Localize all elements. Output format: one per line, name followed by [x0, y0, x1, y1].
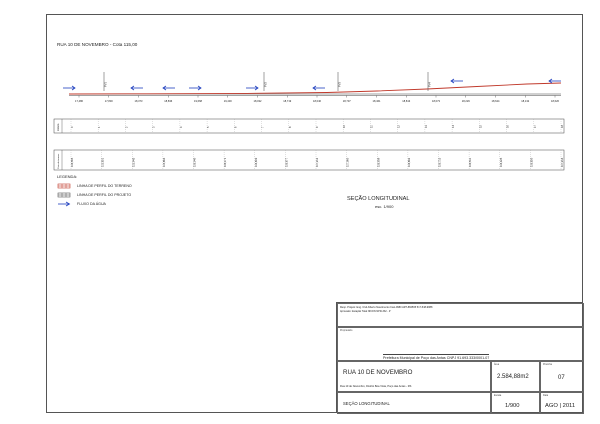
station-label: 18,626 [551, 100, 559, 103]
street-header: RUA 10 DE NOVEMBRO - Cota 115,00 [57, 42, 138, 47]
station-label: 18,229 [461, 100, 470, 103]
legend-label-project: LINHA DE PERFIL DO PROJETO [77, 193, 132, 197]
row-a-value: 18 [561, 125, 564, 128]
row-a-value: 15 [479, 125, 483, 128]
row-a-value: 14 [452, 125, 456, 128]
pv-label: PV1 [104, 82, 108, 87]
legend-item-terrain [57, 183, 132, 189]
row-a-value: 16 [506, 125, 510, 128]
legend-item-flow [57, 201, 106, 207]
section-scale: esc. 1/900 [375, 204, 394, 209]
row-a-value: 5 [207, 126, 211, 128]
row-b-value: 115,821 [101, 157, 105, 167]
row-b-value: 117,060 [346, 157, 350, 167]
row-b-value: 116,715 [438, 157, 442, 167]
station-label: 19,668 [194, 100, 202, 103]
pv-label: PV2 [264, 82, 268, 87]
sheet-number-label: Prancha [543, 363, 552, 366]
row-b-value: 116,171 [224, 157, 228, 167]
station-label: 18,073 [432, 100, 440, 103]
station-label: 17,486 [75, 100, 83, 103]
legend-title: LEGENDA: [57, 174, 78, 179]
water-flow-arrow-icon [451, 79, 463, 83]
row-a-value: 7 [261, 126, 265, 128]
station-label: 18,461 [372, 100, 381, 103]
pv-label: PV4 [428, 82, 432, 87]
row-a-value: 17 [533, 125, 537, 128]
responsible-line-1: Resp. Projeto: Eng. Civil Alberto Nascimento Cavi-9980 ART-884565 517-548-9888 [340, 306, 433, 309]
row-b-value: 116,040 [193, 157, 197, 167]
row-b-frame [54, 150, 564, 170]
owner-label: Proprietário [340, 329, 353, 332]
row-a-value: 3 [152, 126, 156, 128]
drawing-name-cell [337, 392, 491, 414]
station-label: 17,830 [104, 100, 113, 103]
water-flow-arrow-icon [163, 86, 175, 90]
row-b-value: 116,939 [377, 157, 381, 167]
water-flow-arrow-icon [313, 86, 325, 90]
row-a-value: 13 [424, 125, 428, 128]
row-b-value: 116,325 [499, 157, 503, 167]
address-text: Rua 10 de Novembro, Distrito Boa Vista, Poço das Antas - RS [340, 385, 412, 388]
row-b-label: Cota do terreno [58, 153, 60, 169]
water-flow-arrow-icon [549, 79, 561, 83]
title-block [336, 302, 583, 413]
station-label: 18,046 [313, 100, 321, 103]
station-label: 18,836 [164, 100, 173, 103]
scale-cell [491, 392, 540, 414]
pv-label: PV3 [338, 82, 342, 87]
row-b-value: 116,677 [285, 157, 289, 167]
row-b-value: 115,945 [132, 157, 136, 167]
row-a-label: Estaca [57, 123, 60, 131]
station-label: 18,737 [342, 100, 351, 103]
responsible-line-2: Aprovado: Estação Total NIKON NPR-332 - 4" [340, 310, 392, 313]
project-profile-icon [57, 192, 71, 198]
street-cell [337, 361, 491, 392]
section-title: SEÇÃO LONGITUDINAL [347, 196, 410, 202]
row-b-value: 116,565 [71, 157, 74, 167]
row-a-value: 6 [234, 126, 238, 128]
row-a-value: 1 [98, 126, 102, 128]
row-a-frame [54, 119, 564, 133]
station-label: 18,373 [134, 100, 143, 103]
row-a-value: 11 [370, 125, 374, 128]
row-b-value: 116,892 [407, 157, 411, 167]
station-label: 18,132 [521, 100, 530, 103]
legend-label-terrain: LINHA DE PERFIL DO TERRENO [77, 184, 132, 188]
row-b-value: 117,214 [561, 157, 564, 167]
row-b-value: 115,864 [162, 157, 166, 167]
row-b-value: 117,212 [316, 157, 319, 167]
water-flow-arrow-icon [63, 86, 75, 90]
row-a-value: 4 [179, 126, 183, 128]
row-a-value: 0 [71, 126, 74, 128]
legend-label-flow: FLUXO DA ÁGUA [77, 202, 106, 206]
prefeitura-text: Prefeitura Municipal de Poço das Antas CNPJ 91.693.333/0001-07 [383, 356, 490, 360]
date-label: Data [543, 394, 549, 397]
street-name: RUA 10 DE NOVEMBRO [343, 369, 413, 376]
terrain-profile-line [69, 83, 561, 94]
row-b-value: 116,609 [254, 157, 258, 167]
row-b-value: 116,820 [530, 157, 534, 167]
date-value: AGO | 2011 [545, 403, 576, 409]
water-flow-arrow-icon [189, 86, 201, 90]
owner-cell [337, 327, 584, 361]
water-flow-arrow-icon [246, 86, 258, 90]
row-a-value: 2 [125, 126, 129, 128]
terrain-profile-icon [57, 183, 71, 189]
row-a-value: 9 [316, 126, 319, 128]
drawing-name: SEÇÃO LONGITUDINAL [343, 401, 390, 406]
sheet-number-value: 07 [558, 375, 565, 381]
area-label: Área [494, 363, 500, 366]
area-value: 2.584,88m2 [497, 374, 529, 380]
station-label: 18,032 [253, 100, 262, 103]
scale-label: Escala [494, 394, 502, 397]
longitudinal-profile [47, 15, 584, 175]
scale-value: 1/900 [505, 403, 520, 409]
water-flow-arrow-icon [57, 201, 71, 207]
area-cell [491, 361, 540, 392]
legend-item-project [57, 192, 131, 198]
row-a-value: 10 [343, 125, 347, 128]
station-label: 18,719 [283, 100, 292, 103]
sheet-number-cell [540, 361, 584, 392]
station-label: 19,430 [223, 100, 232, 103]
station-label: 18,624 [491, 100, 500, 103]
row-a-value: 8 [288, 126, 292, 128]
row-a-value: 12 [397, 125, 401, 128]
water-flow-arrow-icon [131, 86, 143, 90]
responsible-cell [337, 303, 584, 327]
station-label: 18,813 [402, 100, 411, 103]
row-b-value: 116,511 [469, 158, 473, 167]
date-cell [540, 392, 584, 414]
drawing-sheet [46, 14, 583, 413]
